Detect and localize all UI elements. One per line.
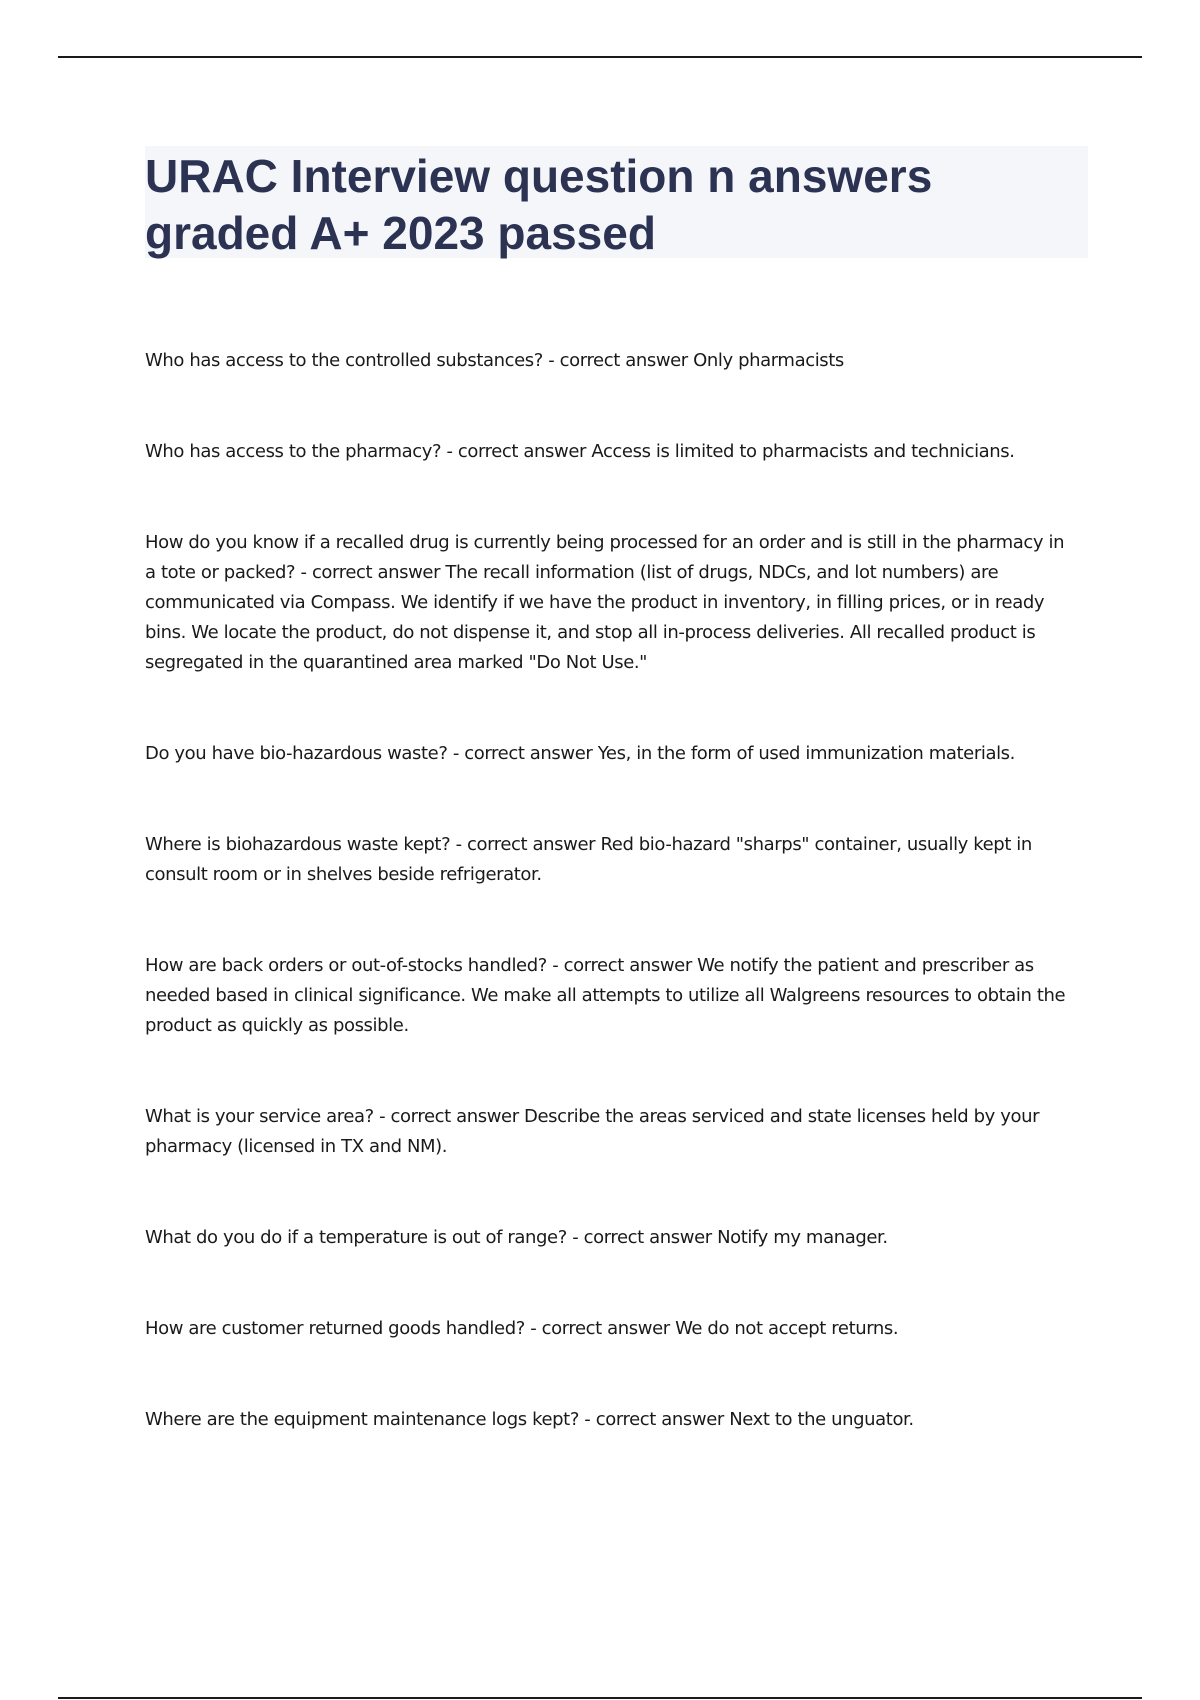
qa-item: Who has access to the controlled substances? - correct answer Only pharmacists xyxy=(145,350,844,371)
qa-item: How do you know if a recalled drug is currently being processed for an order and is still in the pharmacy in a tote or packed? - correct answer The recall information (list of drugs, NDCs, and lot numbers) are communicated via Compass. We identify if we have the product in inventory, in filling prices, or in ready bins. We locate the product, do not dispense it, and stop all in-process deliveries. All recalled product is segregated in the quarantined area marked "Do Not Use." xyxy=(145,532,1065,673)
qa-item: What is your service area? - correct answer Describe the areas serviced and state licenses held by your pharmacy (licensed in TX and NM). xyxy=(145,1106,1040,1157)
qa-item: Where is biohazardous waste kept? - correct answer Red bio-hazard "sharps" container, usually kept in consult room or in shelves beside refrigerator. xyxy=(145,834,1032,885)
bottom-rule xyxy=(58,1697,1142,1699)
qa-item: What do you do if a temperature is out of range? - correct answer Notify my manager. xyxy=(145,1227,888,1248)
qa-item: How are back orders or out-of-stocks handled? - correct answer We notify the patient and prescriber as needed based in clinical significance. We make all attempts to utilize all Walgreens resources to obtain the product as quickly as possible. xyxy=(145,955,1066,1036)
document-title: URAC Interview question n answers graded A+ 2023 passed xyxy=(145,150,933,259)
qa-item: Where are the equipment maintenance logs kept? - correct answer Next to the unguator. xyxy=(145,1409,914,1430)
qa-list xyxy=(145,346,1075,1496)
qa-item: How are customer returned goods handled? - correct answer We do not accept returns. xyxy=(145,1318,899,1339)
title-block xyxy=(145,146,1088,258)
qa-item: Do you have bio-hazardous waste? - correct answer Yes, in the form of used immunization materials. xyxy=(145,743,1015,764)
top-rule xyxy=(58,56,1142,58)
qa-item: Who has access to the pharmacy? - correct answer Access is limited to pharmacists and technicians. xyxy=(145,441,1015,462)
